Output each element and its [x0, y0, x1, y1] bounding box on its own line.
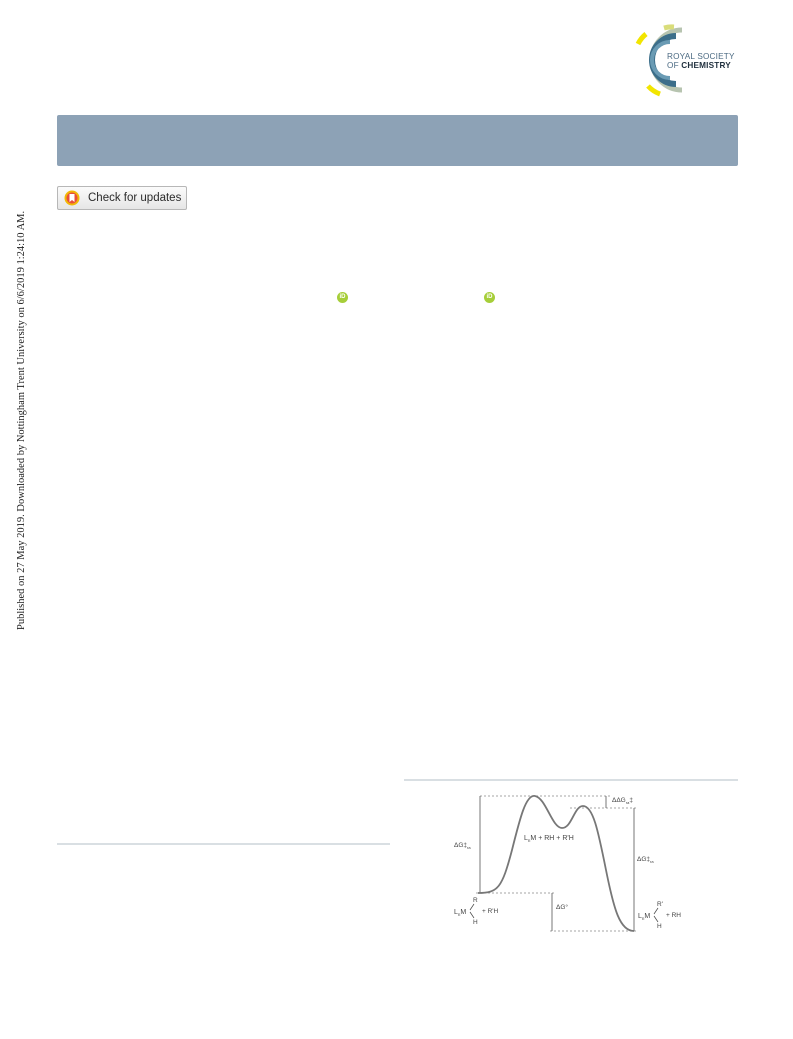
- ddg-label: $\Delta\Delta G_{ra}\ddagger$: [612, 797, 633, 805]
- rsc-logo-text: [667, 52, 735, 70]
- energy-profile-scheme: [440, 790, 700, 940]
- left-plus-label: + R'H: [482, 908, 499, 915]
- orcid-icon[interactable]: iD: [337, 292, 348, 303]
- left-barrier-label: $\Delta G\ddagger_{ra}$: [454, 842, 471, 850]
- orcid-icon[interactable]: iD: [484, 292, 495, 303]
- right-complex: [638, 901, 681, 930]
- right-barrier-label: $\Delta G\ddagger_{ra}$: [637, 856, 654, 864]
- bookmark-badge-icon: [64, 190, 80, 206]
- published-download-note: Published on 27 May 2019. Downloaded by Nottingham Trent University on 6/6/2019 1:24:10 AM.: [16, 210, 27, 630]
- right-R-label: R': [657, 901, 663, 908]
- right-H-label: H: [657, 923, 662, 930]
- logo-line2: OF CHEMISTRY: [667, 61, 731, 70]
- left-complex-metal: $L_nM$: [454, 909, 467, 917]
- intermediate-label: $L_nM$ + RH + R'H: [524, 835, 574, 843]
- logo-line1: ROYAL SOCIETY: [667, 52, 735, 61]
- journal-banner: [57, 115, 738, 166]
- right-complex-metal: $L_nM$: [638, 913, 651, 921]
- left-H-label: H: [473, 919, 478, 926]
- left-R-label: R: [473, 897, 478, 904]
- reaction-energy-label: ΔG°: [556, 904, 568, 911]
- scheme-top-rule: [404, 779, 738, 781]
- check-for-updates-button[interactable]: [57, 186, 187, 210]
- left-complex: [454, 897, 499, 926]
- right-plus-label: + RH: [666, 912, 681, 919]
- left-margin: [0, 0, 30, 1039]
- footnote-rule: [57, 843, 390, 845]
- check-for-updates-label: Check for updates: [88, 192, 182, 204]
